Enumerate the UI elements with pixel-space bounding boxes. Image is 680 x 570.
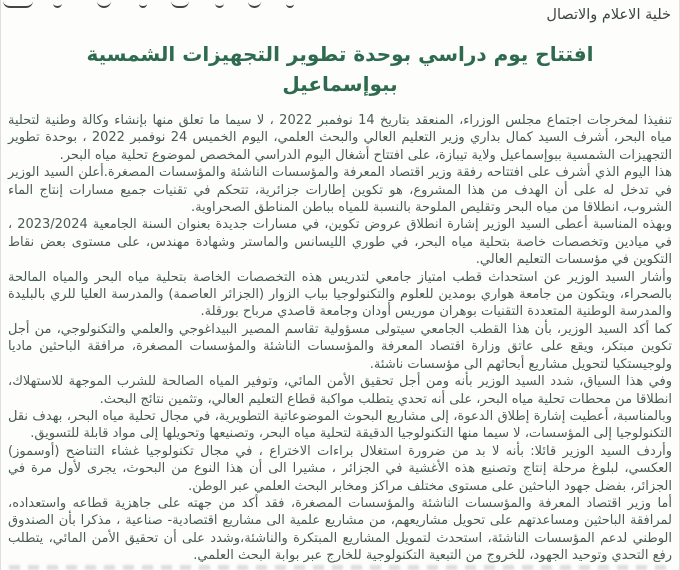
article-paragraph: أما وزير اقتصاد المعرفة والمؤسسات الناشئة والمؤسسات المصغرة، فقد أكد من جهته على جاهزية قطاعه واستعداده، لمرافقة الباحثين ومساعدتهم على تحويل مشاريعهم، من مشاريع علمية الى مشاريع اقتصادية- صناعية ، مذكرا بأن الصندوق الوطني لدعم المؤسسات الناشئة، استحدث لتمويل المشاريع المبتكرة والناشئة،وشدد على أن تحقيق الأمن المائي، يتطلب رفع التحدي وتوحيد الجهود، للخروج من التبعية التكنولوجية للخارج عبر بوابة البحث العلمي. xyxy=(8,495,672,564)
clipped-text-top xyxy=(1,0,431,8)
article-paragraph: وبالمناسبة، أعطيت إشارة إطلاق الدعوة، إلى مشاريع البحوث الموضوعاتية التطويرية، في مجال تحلية مياه البحر، بهدف نقل التكنولوجيا إلى المؤسسات، لا سيما منها التكنولوجيا الدقيقة لتحلية مياه البحر، وتصنيعها وتحويلها إلى مواد قابلة للتسويق. xyxy=(8,408,672,442)
text-remnant-mark xyxy=(286,0,294,8)
page-title: افتتاح يوم دراسي بوحدة تطوير التجهيزات الشمسية ببوإسماعيل xyxy=(86,42,594,96)
department-label: خلية الاعلام والاتصال xyxy=(546,7,671,23)
text-remnant-mark xyxy=(215,0,224,8)
text-remnant-mark xyxy=(53,0,62,8)
article-paragraph: هذا اليوم الذي أشرف على افتتاحه رفقة وزير اقتصاد المعرفة والمؤسسات الناشئة والمؤسسات المصغرة.أعلن السيد الوزير في تدخل له على أن الهدف من هذا المشروع، هو تكوين إطارات جزائرية، تتحكم في تقنيات جميع مسارات إنتاج الماء الشروب، انطلاقا من مياه البحر وتقليص الملوحة بالنسبة للمياه بباطن المناطق الصحراوية. xyxy=(8,165,672,216)
text-remnant-mark xyxy=(3,0,33,8)
text-remnant-mark xyxy=(248,0,261,8)
article-paragraph: وبهذه المناسبة أعطى السيد الوزير إشارة انطلاق عروض تكوين، في مسارات جديدة بعنوان السنة الجامعية 2023/2024 ، في ميادين وتخصصات خاصة بتحلية مياه البحر، في طوري الليسانس والماستر وشهادة مهندس، على مستوى بعض نقاط التكوين في مؤسسات التعليم العالي. xyxy=(8,217,672,268)
article-paragraph: وفي هذا السياق، شدد السيد الوزير بأنه ومن أجل تحقيق الأمن المائي، وتوفير المياه الصالحة للشرب الموجهة للاستهلاك، انطلاقا من محطات تحلية مياه البحر، على أنه تحدي يتطلب مواكبة قطاع التعليم العالي، وتثمين نتائج البحث. xyxy=(8,374,672,407)
article-paragraph: وأشار السيد الوزير عن استحداث قطب امتياز جامعي لتدريس هذه التخصصات الخاصة بتحلية مياه البحر والمياه المالحة بالصحراء، ويتكون من جامعة هواري بومدين للعلوم والتكنولوجيا بباب الزوار (الجزائر العاصمة) والمدرسة العليا للري بالبليدة والمدرسة الوطنية المتعددة التقنيات بوهران موريس أودان وجامعة قاصدي مرباح بورقلة. xyxy=(8,269,672,320)
article-paragraph: كما أكد السيد الوزير، بأن هذا القطب الجامعي سيتولى مسؤولية تقاسم المصير البيداغوجي والعلمي والتكنولوجي، من أجل تكوين مبتكر، ويقع على عاتق وزارة اقتصاد المعرفة والمؤسسات الناشئة والمؤسسات المصغرة، مرافقة الباحثين ماديا ولوجيستكيا لتحويل مشاريع أبحاثهم الى مؤسسات ناشئة. xyxy=(8,321,672,372)
text-remnant-mark xyxy=(139,0,147,8)
clipped-text-bottom xyxy=(9,565,671,570)
article-paragraph: وأردف السيد الوزير قائلا: بأنه لا بد من ضرورة استغلال براءات الاختراع ، في مجال تكنولوجيا غشاء التناضح (أوسموز) العكسي، لبلوغ مرحلة إنتاج وتصنيع هذه الأغشية في الجزائر ، مشيرا الى أن هذا النوع من البحوث، يجرى لأول مرة في الجزائر، بفضل جهود الباحثين على مستوى مختلف مراكز ومخابر البحث العلمي عبر الوطن. xyxy=(8,443,672,494)
text-remnant-mark xyxy=(97,0,111,8)
article-paragraph: تنفيذا لمخرجات اجتماع مجلس الوزراء، المنعقد بتاريخ 14 نوفمبر 2022 ، لا سيما ما تعلق منها بإنشاء وكالة وطنية لتحلية مياه البحر، أشرف السيد كمال بداري وزير التعليم العالي والبحث العلمي، اليوم الخميس 24 نوفمبر 2022 ، بوحدة تطوير التجهيزات الشمسية ببوإسماعيل ولاية تيبازة، على افتتاح أشغال اليوم الدراسي المخصص لموضوع تحلية مياه البحر. xyxy=(8,113,672,163)
article-body xyxy=(1,112,679,565)
text-remnant-mark xyxy=(171,0,189,8)
